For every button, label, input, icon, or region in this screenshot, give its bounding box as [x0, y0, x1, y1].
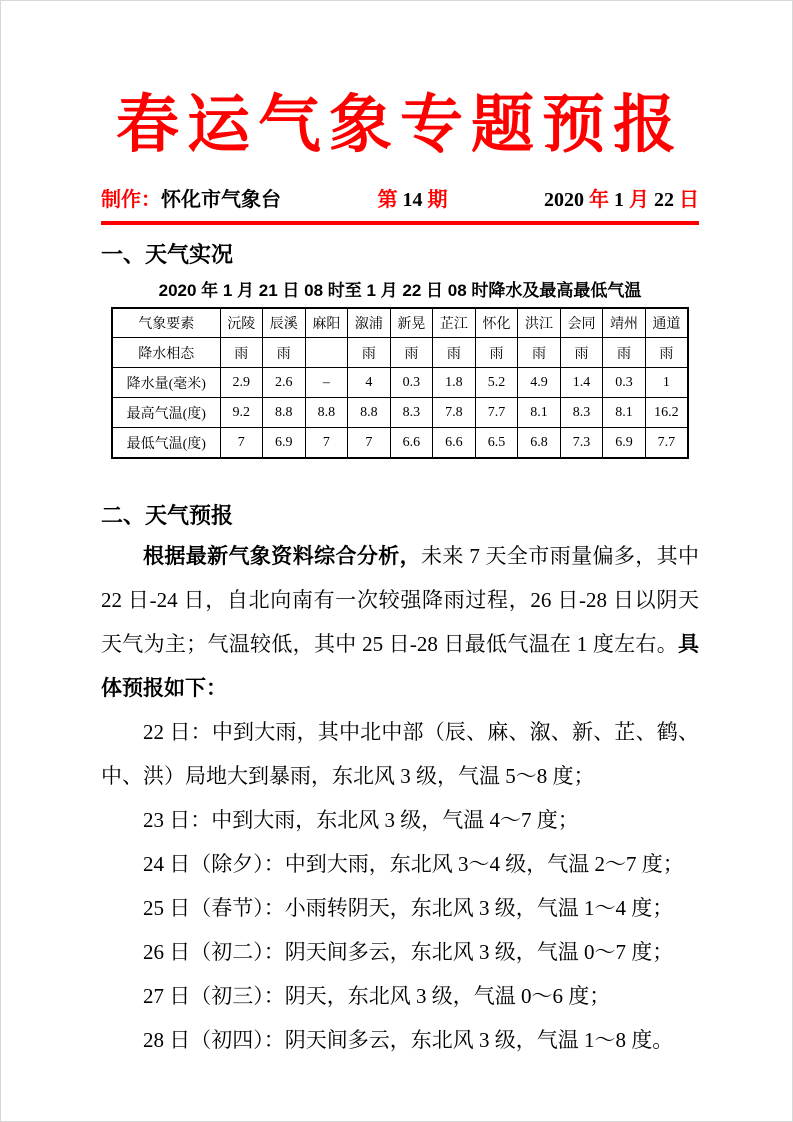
row-label: 最高气温(度) [112, 398, 220, 428]
cell: 6.6 [433, 428, 476, 458]
cell: 8.8 [263, 398, 306, 428]
issue-number [378, 183, 448, 212]
cell: 6.9 [603, 428, 646, 458]
col-header: 气象要素 [112, 308, 220, 338]
cell: 1 [645, 368, 688, 398]
table-header-row [112, 308, 688, 338]
producer [101, 183, 281, 212]
issue-suffix: 期 [427, 188, 448, 211]
cell: 雨 [475, 338, 518, 368]
forecast-day-24: 24 日（除夕）：中到大雨，东北风 3～4 级，气温 2～7 度； [143, 851, 684, 876]
table-row [112, 428, 688, 458]
cell: 6.8 [518, 428, 561, 458]
cell: 雨 [220, 338, 263, 368]
forecast-day-22: 22 日：中到大雨，其中北中部（辰、麻、溆、新、芷、鹤、中、洪）局地大到暴雨，东北风 3 级，气温 5～8 度； [101, 719, 699, 788]
cell: 7 [348, 428, 391, 458]
cell: 雨 [263, 338, 306, 368]
document-page [1, 1, 792, 1062]
col-header: 芷江 [433, 308, 476, 338]
forecast-intro [101, 534, 699, 710]
date-month: 1 [614, 188, 624, 211]
weather-table-title: 2020 年 1 月 21 日 08 时至 1 月 22 日 08 时降水及最高最低气温 [158, 280, 642, 300]
cell: 雨 [560, 338, 603, 368]
cell: 1.8 [433, 368, 476, 398]
issue-prefix: 第 [377, 188, 398, 211]
cell: 雨 [390, 338, 433, 368]
cell: 9.2 [220, 398, 263, 428]
section1-heading: 一、天气实况 [101, 241, 234, 267]
day-label: 日 [679, 188, 699, 211]
cell: 7.7 [475, 398, 518, 428]
document-title: 春运气象专题预报 [116, 90, 684, 160]
table-row [112, 398, 688, 428]
forecast-day-27: 27 日（初三）：阴天，东北风 3 级，气温 0～6 度； [143, 983, 611, 1008]
weather-table [111, 307, 689, 459]
cell: 0.3 [603, 368, 646, 398]
cell: 雨 [645, 338, 688, 368]
month-label: 月 [629, 188, 649, 211]
cell: – [305, 368, 348, 398]
cell: 7 [305, 428, 348, 458]
date-day: 22 [654, 188, 674, 211]
col-header: 怀化 [475, 308, 518, 338]
cell: 0.3 [390, 368, 433, 398]
issue-date [544, 183, 699, 212]
cell: 7.8 [433, 398, 476, 428]
cell: 4.9 [518, 368, 561, 398]
forecast-day-23: 23 日：中到大雨，东北风 3 级，气温 4～7 度； [143, 807, 579, 832]
cell: 7.7 [645, 428, 688, 458]
cell: 8.3 [390, 398, 433, 428]
year-label: 年 [589, 188, 609, 211]
cell: 2.6 [263, 368, 306, 398]
cell: 7 [220, 428, 263, 458]
cell: 8.8 [348, 398, 391, 428]
cell: 2.9 [220, 368, 263, 398]
forecast-day-25: 25 日（春节）：小雨转阴天，东北风 3 级，气温 1～4 度； [143, 895, 674, 920]
cell: 雨 [518, 338, 561, 368]
col-header: 会同 [560, 308, 603, 338]
cell: 8.3 [560, 398, 603, 428]
col-header: 辰溪 [263, 308, 306, 338]
cell: 雨 [433, 338, 476, 368]
forecast-section [101, 499, 699, 1062]
forecast-intro-lead: 根据最新气象资料综合分析， [143, 543, 421, 568]
row-label: 降水量(毫米) [112, 368, 220, 398]
producer-label: 制作： [101, 188, 161, 211]
col-header: 麻阳 [305, 308, 348, 338]
forecast-intro-tail: 具体预报如下： [101, 631, 699, 700]
cell: 8.8 [305, 398, 348, 428]
cell: 雨 [348, 338, 391, 368]
cell: 6.6 [390, 428, 433, 458]
cell: 7.3 [560, 428, 603, 458]
section2-heading: 二、天气预报 [101, 502, 234, 528]
table-row [112, 338, 688, 368]
col-header: 溆浦 [348, 308, 391, 338]
col-header: 新晃 [390, 308, 433, 338]
forecast-intro-body: 未来 7 天全市雨量偏多，其中 22 日-24 日，自北向南有一次较强降雨过程，26 日-28 日以阴天天气为主；气温较低，其中 25 日-28 日最低气温在 1 度左右。 [101, 543, 699, 656]
col-header: 通道 [645, 308, 688, 338]
row-label: 降水相态 [112, 338, 220, 368]
col-header: 沅陵 [220, 308, 263, 338]
forecast-list [101, 710, 699, 1062]
cell: 5.2 [475, 368, 518, 398]
date-year: 2020 [544, 188, 584, 211]
cell: 6.9 [263, 428, 306, 458]
row-label: 最低气温(度) [112, 428, 220, 458]
cell: 4 [348, 368, 391, 398]
forecast-day-26: 26 日（初二）：阴天间多云，东北风 3 级，气温 0～7 度； [143, 939, 674, 964]
issue-value: 14 [402, 188, 423, 211]
cell: 1.4 [560, 368, 603, 398]
producer-value: 怀化市气象台 [161, 188, 281, 211]
cell: 雨 [603, 338, 646, 368]
cell: 16.2 [645, 398, 688, 428]
col-header: 靖州 [603, 308, 646, 338]
cell: 6.5 [475, 428, 518, 458]
table-row [112, 368, 688, 398]
document-meta-row [101, 183, 699, 225]
col-header: 洪江 [518, 308, 561, 338]
cell: 8.1 [603, 398, 646, 428]
forecast-day-28: 28 日（初四）：阴天间多云，东北风 3 级，气温 1～8 度。 [143, 1027, 674, 1052]
cell [305, 338, 348, 368]
cell: 8.1 [518, 398, 561, 428]
